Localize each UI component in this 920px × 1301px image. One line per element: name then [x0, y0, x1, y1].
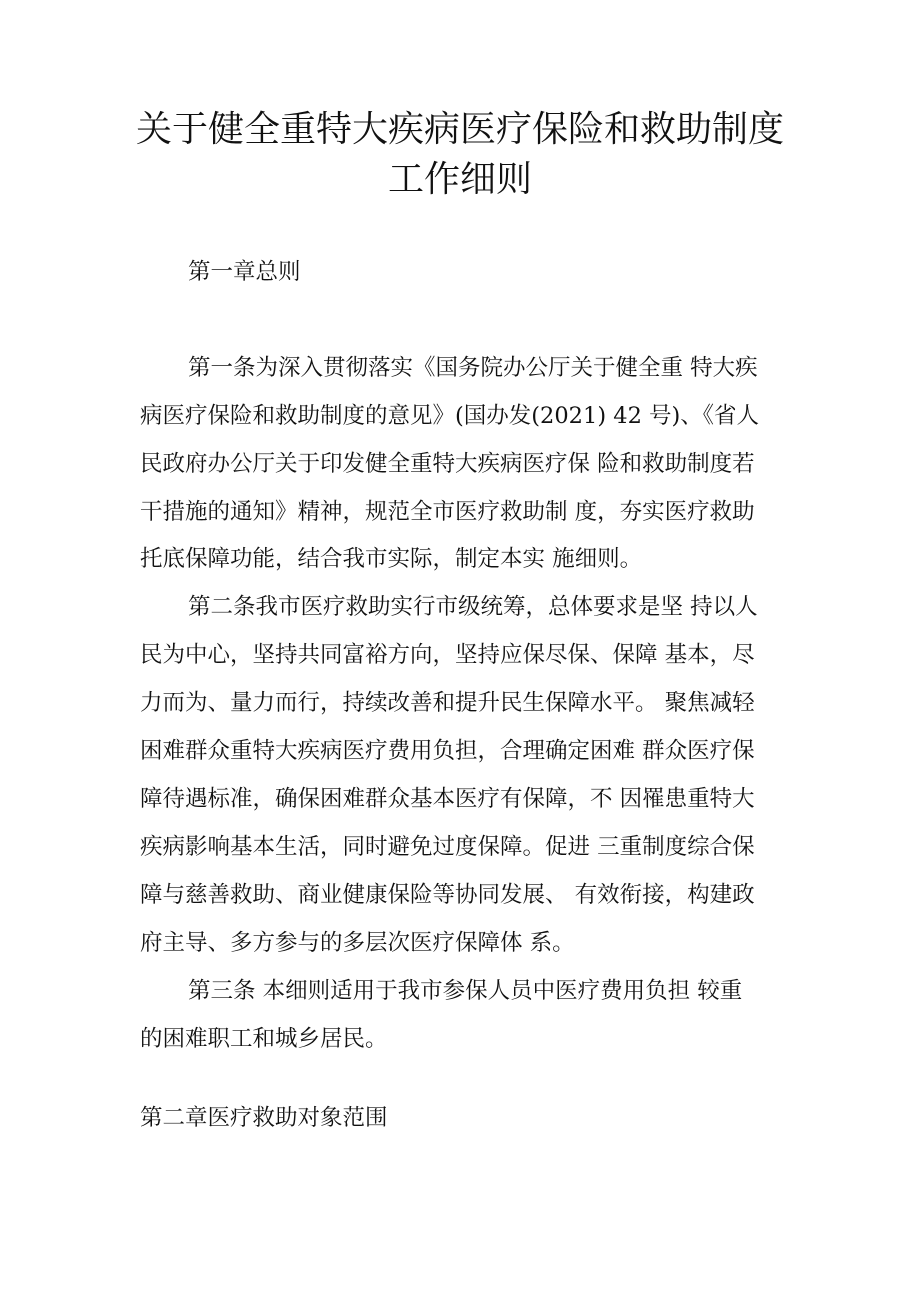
article-3-line: 的困难职工和城乡居民。 — [140, 1026, 388, 1052]
document-title-line-1: 关于健全重特大疾病医疗保险和救助制度 — [135, 109, 784, 150]
article-2-line: 民为中心，坚持共同富裕方向，坚持应保尽保、保障 基本，尽 — [140, 642, 755, 668]
article-2-line: 疾病影响基本生活，同时避免过度保障。促进 三重制度综合保 — [140, 834, 755, 860]
article-2-line: 府主导、多方参与的多层次医疗保障体 系。 — [140, 930, 575, 956]
article-2-line: 力而为、量力而行，持续改善和提升民生保障水平。 聚焦减轻 — [140, 690, 755, 716]
article-1-line: 干措施的通知》精神，规范全市医疗救助制 度，夯实医疗救助 — [140, 499, 755, 525]
article-2-line: 第二条我市医疗救助实行市级统筹，总体要求是坚 持以人 — [188, 594, 758, 620]
article-1-line: 病医疗保险和救助制度的意见》(国办发(2021) 42 号)、《省人 — [140, 403, 760, 429]
article-2-line: 困难群众重特大疾病医疗费用负担，合理确定困难 群众医疗保 — [140, 738, 755, 764]
document-title-line-2: 工作细则 — [387, 159, 532, 200]
article-1-line: 民政府办公厅关于印发健全重特大疾病医疗保 险和救助制度若 — [140, 451, 755, 477]
chapter-2-heading: 第二章医疗救助对象范围 — [140, 1105, 388, 1131]
article-2-line: 障与慈善救助、商业健康保险等协同发展、 有效衔接，构建政 — [140, 882, 755, 908]
article-2-line: 障待遇标准，确保困难群众基本医疗有保障，不 因罹患重特大 — [140, 786, 755, 812]
article-3-line: 第三条 本细则适用于我市参保人员中医疗费用负担 较重 — [188, 978, 743, 1004]
article-1-line: 第一条为深入贯彻落实《国务院办公厅关于健全重 特大疾 — [188, 355, 758, 381]
article-1-line: 托底保障功能，结合我市实际，制定本实 施细则。 — [140, 546, 643, 572]
chapter-1-heading: 第一章总则 — [188, 259, 301, 285]
